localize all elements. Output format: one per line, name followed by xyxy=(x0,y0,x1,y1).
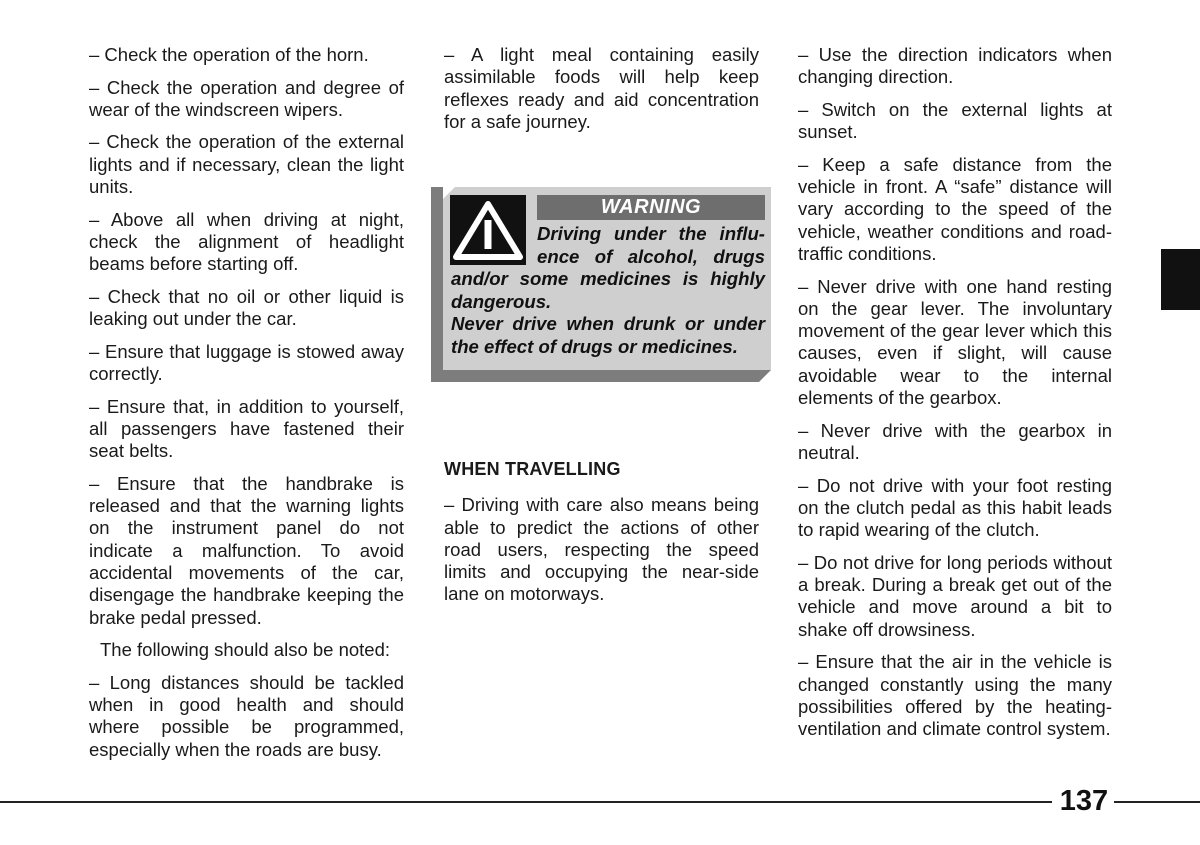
paragraph-oil-leak: – Check that no oil or other liquid is leaking out under the car. xyxy=(89,285,404,330)
right-text-column xyxy=(798,44,1112,751)
chapter-tab-marker xyxy=(1161,249,1200,310)
paragraph-horn: – Check the operation of the horn. xyxy=(89,44,369,65)
paragraph-external-lights: – Check the operation of the external lights and if necessary, clean the light units. xyxy=(89,131,404,198)
warning-line: Driving under the influ- xyxy=(537,223,765,244)
warning-line: and/or some medicines is highly xyxy=(451,268,765,289)
paragraph-handbrake: – Ensure that the handbrake is released and that the warning lights on the instrument panel do not indicate a malfunction. To avoid accidental movements of the car, disengage the handbrake keeping the brake pedal pressed. xyxy=(89,472,404,628)
warning-label: WARNING xyxy=(537,195,765,220)
paragraph-light-meal: – A light meal containing easily assimilable foods will help keep reflexes ready and aid concentration for a safe journey. xyxy=(444,44,759,132)
paragraph-safe-distance: – Keep a safe distance from the vehicle in front. A “safe” distance will vary according to the speed of the vehicle, weather conditions and road-traffic conditions. xyxy=(798,153,1112,264)
paragraph-wipers: – Check the operation and degree of wear of the windscreen wipers. xyxy=(89,76,404,120)
footer-rule xyxy=(0,801,1052,803)
paragraph-seat-belts: – Ensure that, in addition to yourself, all passengers have fastened their seat belts. xyxy=(89,395,404,462)
paragraph-neutral: – Never drive with the gearbox in neutral. xyxy=(798,419,1112,463)
section-heading: WHEN TRAVELLING xyxy=(444,459,621,479)
paragraph-headlight-alignment: – Above all when driving at night, check the alignment of headlight beams before starting off. xyxy=(89,208,404,275)
paragraph-external-lights-sunset: – Switch on the external lights at sunset. xyxy=(798,98,1112,143)
when-travelling-section xyxy=(444,458,759,616)
paragraph-clutch-pedal: – Do not drive with your foot resting on the clutch pedal as this habit leads to rapid wearing of the clutch. xyxy=(798,474,1112,541)
paragraph-note-intro: The following should also be noted: xyxy=(100,639,391,661)
paragraph-breaks: – Do not drive for long periods without a break. During a break get out of the vehicle and move around a bit to shake off drowsiness. xyxy=(798,551,1112,640)
paragraph-driving-with-care: – Driving with care also means being able to predict the actions of other road users, respecting the speed limits and occupying the near-side lane on motorways. xyxy=(444,494,759,605)
warning-line: the effect of drugs or medicines. xyxy=(451,335,738,357)
page-number: 137 xyxy=(1059,785,1109,817)
paragraph-long-distances: – Long distances should be tackled when in good health and should where possible be programmed, especially when the roads are busy. xyxy=(89,671,404,760)
middle-text-column xyxy=(444,44,759,143)
warning-line: ence of alcohol, drugs xyxy=(537,245,765,267)
footer-rule xyxy=(1114,801,1200,803)
paragraph-air-circulation: – Ensure that the air in the vehicle is changed constantly using the many possibilities offered by the heating-ventilation and climate control system. xyxy=(798,651,1112,740)
warning-box xyxy=(431,187,771,382)
paragraph-gear-lever: – Never drive with one hand resting on the gear lever. The involuntary movement of the gear lever which this causes, even if slight, will cause avoidable wear to the internal elements of the gearbox. xyxy=(798,275,1112,409)
paragraph-luggage: – Ensure that luggage is stowed away correctly. xyxy=(89,340,404,385)
warning-line: dangerous. xyxy=(451,290,552,312)
warning-panel xyxy=(443,187,771,370)
warning-message xyxy=(451,223,765,358)
left-text-column xyxy=(89,44,404,771)
paragraph-direction-indicators: – Use the direction indicators when changing direction. xyxy=(798,44,1112,88)
warning-line: Never drive when drunk or under xyxy=(451,313,765,334)
